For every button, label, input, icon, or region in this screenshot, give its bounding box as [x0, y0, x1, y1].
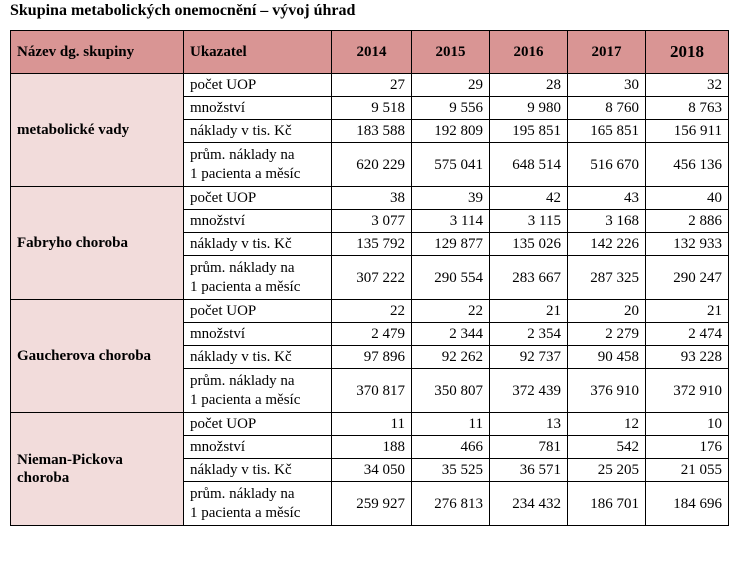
indicator-label: náklady v tis. Kč	[184, 120, 332, 143]
value-cell: 132 933	[646, 233, 729, 256]
avg-label-line2: 1 pacienta a měsíc	[190, 392, 301, 408]
value-cell: 21	[646, 300, 729, 323]
value-cell: 3 168	[568, 210, 646, 233]
value-cell: 21 055	[646, 459, 729, 482]
value-cell: 3 115	[490, 210, 568, 233]
value-cell: 135 026	[490, 233, 568, 256]
indicator-label: počet UOP	[184, 300, 332, 323]
indicator-label: množství	[184, 97, 332, 120]
indicator-label: náklady v tis. Kč	[184, 459, 332, 482]
value-cell: 9 980	[490, 97, 568, 120]
value-cell: 90 458	[568, 346, 646, 369]
indicator-label: počet UOP	[184, 413, 332, 436]
value-cell: 97 896	[332, 346, 412, 369]
value-cell: 20	[568, 300, 646, 323]
value-cell: 165 851	[568, 120, 646, 143]
indicator-label	[184, 369, 332, 413]
value-cell: 370 817	[332, 369, 412, 413]
value-cell: 135 792	[332, 233, 412, 256]
value-cell: 290 554	[412, 256, 490, 300]
value-cell: 781	[490, 436, 568, 459]
value-cell: 350 807	[412, 369, 490, 413]
avg-label-line1: prům. náklady na	[190, 260, 295, 276]
header-year: 2017	[568, 31, 646, 74]
value-cell: 11	[412, 413, 490, 436]
value-cell: 195 851	[490, 120, 568, 143]
avg-label-line1: prům. náklady na	[190, 147, 295, 163]
value-cell: 372 439	[490, 369, 568, 413]
value-cell: 12	[568, 413, 646, 436]
value-cell: 620 229	[332, 143, 412, 187]
value-cell: 276 813	[412, 482, 490, 526]
group-name: metabolické vady	[11, 74, 184, 187]
value-cell: 39	[412, 187, 490, 210]
value-cell: 234 432	[490, 482, 568, 526]
value-cell: 36 571	[490, 459, 568, 482]
value-cell: 22	[332, 300, 412, 323]
value-cell: 3 077	[332, 210, 412, 233]
value-cell: 9 518	[332, 97, 412, 120]
value-cell: 8 760	[568, 97, 646, 120]
value-cell: 2 344	[412, 323, 490, 346]
indicator-label: množství	[184, 323, 332, 346]
indicator-label	[184, 256, 332, 300]
header-group-name: Název dg. skupiny	[11, 31, 184, 74]
value-cell: 142 226	[568, 233, 646, 256]
avg-label-line2: 1 pacienta a měsíc	[190, 166, 301, 182]
avg-label-line1: prům. náklady na	[190, 373, 295, 389]
value-cell: 2 479	[332, 323, 412, 346]
avg-label-line2: 1 pacienta a měsíc	[190, 505, 301, 521]
indicator-label: množství	[184, 210, 332, 233]
header-row	[11, 31, 729, 74]
value-cell: 35 525	[412, 459, 490, 482]
group-name: Gaucherova choroba	[11, 300, 184, 413]
value-cell: 2 474	[646, 323, 729, 346]
value-cell: 283 667	[490, 256, 568, 300]
value-cell: 10	[646, 413, 729, 436]
data-table	[10, 30, 729, 526]
value-cell: 42	[490, 187, 568, 210]
value-cell: 92 262	[412, 346, 490, 369]
table-row	[11, 300, 729, 323]
value-cell: 516 670	[568, 143, 646, 187]
value-cell: 188	[332, 436, 412, 459]
value-cell: 176	[646, 436, 729, 459]
indicator-label: množství	[184, 436, 332, 459]
value-cell: 11	[332, 413, 412, 436]
value-cell: 2 354	[490, 323, 568, 346]
value-cell: 13	[490, 413, 568, 436]
value-cell: 2 279	[568, 323, 646, 346]
value-cell: 25 205	[568, 459, 646, 482]
value-cell: 307 222	[332, 256, 412, 300]
avg-label-line1: prům. náklady na	[190, 486, 295, 502]
header-year: 2018	[646, 31, 729, 74]
value-cell: 186 701	[568, 482, 646, 526]
value-cell: 27	[332, 74, 412, 97]
value-cell: 575 041	[412, 143, 490, 187]
value-cell: 93 228	[646, 346, 729, 369]
value-cell: 648 514	[490, 143, 568, 187]
header-year: 2016	[490, 31, 568, 74]
value-cell: 38	[332, 187, 412, 210]
value-cell: 40	[646, 187, 729, 210]
value-cell: 129 877	[412, 233, 490, 256]
value-cell: 9 556	[412, 97, 490, 120]
value-cell: 30	[568, 74, 646, 97]
value-cell: 376 910	[568, 369, 646, 413]
value-cell: 3 114	[412, 210, 490, 233]
value-cell: 290 247	[646, 256, 729, 300]
value-cell: 466	[412, 436, 490, 459]
indicator-label: náklady v tis. Kč	[184, 233, 332, 256]
value-cell: 456 136	[646, 143, 729, 187]
value-cell: 8 763	[646, 97, 729, 120]
value-cell: 372 910	[646, 369, 729, 413]
value-cell: 259 927	[332, 482, 412, 526]
value-cell: 43	[568, 187, 646, 210]
value-cell: 92 737	[490, 346, 568, 369]
value-cell: 184 696	[646, 482, 729, 526]
value-cell: 287 325	[568, 256, 646, 300]
value-cell: 156 911	[646, 120, 729, 143]
group-name: Nieman-Pickova choroba	[11, 413, 184, 526]
indicator-label: počet UOP	[184, 74, 332, 97]
value-cell: 21	[490, 300, 568, 323]
value-cell: 2 886	[646, 210, 729, 233]
value-cell: 32	[646, 74, 729, 97]
header-year: 2015	[412, 31, 490, 74]
table-row	[11, 187, 729, 210]
value-cell: 542	[568, 436, 646, 459]
table-row	[11, 74, 729, 97]
value-cell: 183 588	[332, 120, 412, 143]
header-indicator: Ukazatel	[184, 31, 332, 74]
indicator-label: počet UOP	[184, 187, 332, 210]
table-title: Skupina metabolických onemocnění – vývoj úhrad	[10, 2, 356, 19]
value-cell: 192 809	[412, 120, 490, 143]
indicator-label	[184, 143, 332, 187]
value-cell: 34 050	[332, 459, 412, 482]
value-cell: 29	[412, 74, 490, 97]
indicator-label	[184, 482, 332, 526]
header-year: 2014	[332, 31, 412, 74]
avg-label-line2: 1 pacienta a měsíc	[190, 279, 301, 295]
value-cell: 28	[490, 74, 568, 97]
table-row	[11, 413, 729, 436]
group-name: Fabryho choroba	[11, 187, 184, 300]
indicator-label: náklady v tis. Kč	[184, 346, 332, 369]
value-cell: 22	[412, 300, 490, 323]
